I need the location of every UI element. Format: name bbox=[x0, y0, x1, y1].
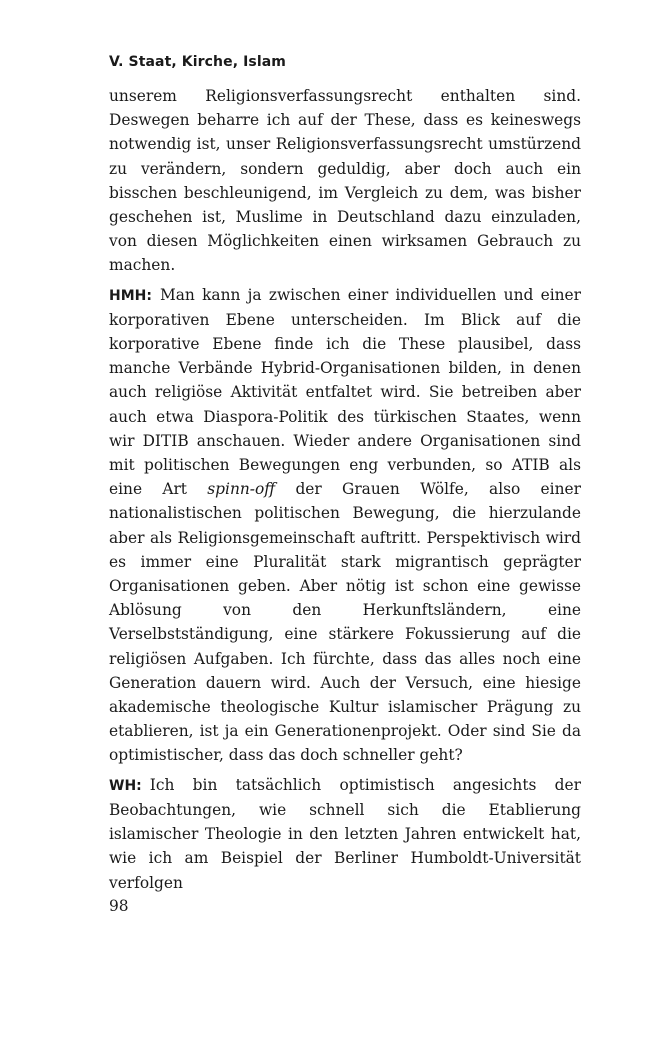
page-content bbox=[109, 52, 581, 900]
paragraph-text: Man kann ja zwischen einer individuellen und einer korporativen Ebene unterscheiden. Im Blick auf die korporative Ebene finde ich die These plausibel, dass manche Verbände Hybrid-Organisationen bilden, in denen auch religiöse Aktivität entfaltet wird. Sie betreiben aber auch etwa Diaspora-Politik des türkischen Staates, wenn wir DITIB anschauen. Wieder andere Organisationen sind mit politischen Bewegungen eng verbunden, so ATIB als eine Art bbox=[109, 285, 581, 499]
paragraph-text: Ich bin tatsächlich optimistisch angesichts der Beobachtungen, wie schnell sich die Etablierung islamischer Theologie in den letzten Jahren entwickelt hat, wie ich am Beispiel der Berliner Humboldt-Universität verfolgen bbox=[109, 775, 581, 892]
speaker-label: WH: bbox=[109, 777, 142, 794]
running-head: V. Staat, Kirche, Islam bbox=[109, 54, 286, 70]
paragraph-continuation bbox=[109, 84, 581, 278]
page-number: 98 bbox=[109, 897, 129, 915]
paragraph-text: unserem Religionsverfassungsrecht enthalten sind. Deswegen beharre ich auf der These, dass es keineswegs notwendig ist, unser Religionsverfassungsrecht umstürzend zu verändern, sondern geduldig, aber doch auch ein bisschen beschleunigend, im Vergleich zu dem, was bisher geschehen ist, Muslime in Deutschland dazu einzuladen, von diesen Möglichkeiten einen wirksamen Gebrauch zu machen. bbox=[109, 87, 581, 275]
paragraph-hmh bbox=[109, 283, 581, 768]
paragraph-wh bbox=[109, 773, 581, 895]
body-text bbox=[109, 84, 581, 895]
paragraph-text-continued: der Grauen Wölfe, also einer nationalistischen politischen Bewegung, die hierzulande aber als Religionsgemeinschaft auftritt. Perspektivisch wird es immer eine Pluralität stark migrantisch geprägter Organisationen geben. Aber nötig ist schon eine gewisse Ablösung von den Herkunftsländern, eine Verselbstständigung, eine stärkere Fokussierung auf die religiösen Aufgaben. Ich fürchte, dass das alles noch eine Generation dauern wird. Auch der Versuch, eine hiesige akademische theologische Kultur islamischer Prägung zu etablieren, ist ja ein Generationenprojekt. Oder sind Sie da optimistischer, dass das doch schneller geht? bbox=[109, 480, 581, 765]
speaker-label: HMH: bbox=[109, 287, 152, 304]
emphasis-term: spinn-off bbox=[207, 480, 276, 499]
